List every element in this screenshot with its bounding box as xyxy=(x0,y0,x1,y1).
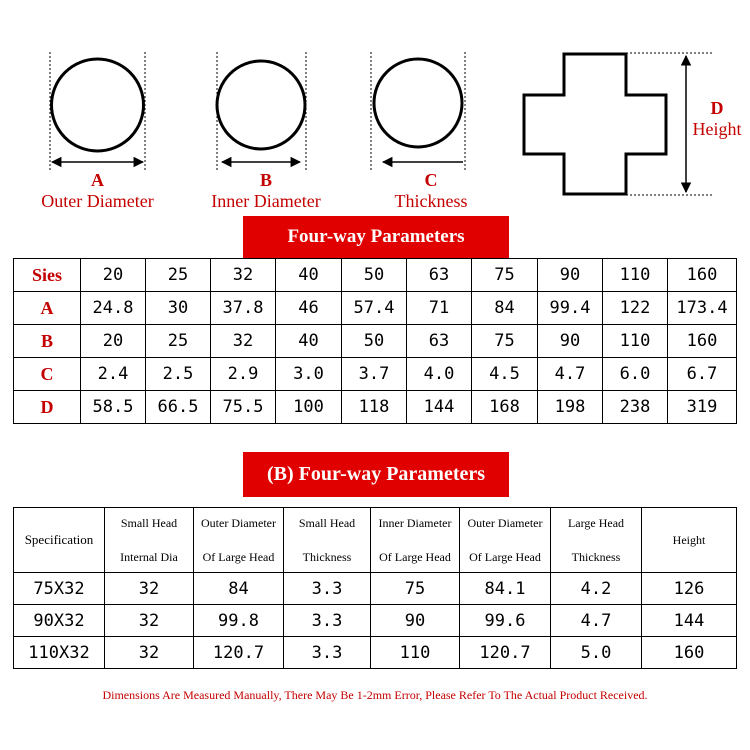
label-inner-diameter xyxy=(196,170,336,212)
value-cell: 238 xyxy=(603,391,668,424)
dimension-diagram xyxy=(0,0,750,215)
row-header-a: A xyxy=(14,292,81,325)
label-height xyxy=(684,98,750,140)
outer-diameter-figure xyxy=(50,52,145,170)
value-cell: 75.5 xyxy=(211,391,276,424)
value-cell: 58.5 xyxy=(81,391,146,424)
value-cell: 63 xyxy=(407,325,472,358)
value-cell: 40 xyxy=(276,325,342,358)
row-header-sies: Sies xyxy=(14,259,81,292)
value-cell: 99.8 xyxy=(194,605,284,637)
value-cell: 2.4 xyxy=(81,358,146,391)
header-label-line2: Of Large Head xyxy=(469,550,541,564)
value-cell: 120.7 xyxy=(460,637,551,669)
header-specification xyxy=(14,508,105,573)
value-cell: 168 xyxy=(472,391,538,424)
value-cell: 198 xyxy=(538,391,603,424)
value-cell: 120.7 xyxy=(194,637,284,669)
header-label-line1: Inner Diameter xyxy=(378,516,452,530)
header-large-head-thickness xyxy=(551,508,642,573)
size-cell: 40 xyxy=(276,259,342,292)
value-cell: 3.3 xyxy=(284,573,371,605)
header-height-label: Height xyxy=(672,533,706,547)
value-cell: 160 xyxy=(642,637,737,669)
value-cell: 110 xyxy=(603,325,668,358)
size-cell: 50 xyxy=(342,259,407,292)
table-row xyxy=(14,637,737,669)
table-row xyxy=(14,325,737,358)
value-cell: 118 xyxy=(342,391,407,424)
label-d-letter: D xyxy=(710,98,724,118)
value-cell: 100 xyxy=(276,391,342,424)
value-cell: 24.8 xyxy=(81,292,146,325)
table-row xyxy=(14,358,737,391)
table-header-row xyxy=(14,508,737,573)
value-cell: 32 xyxy=(105,573,194,605)
value-cell: 160 xyxy=(668,325,737,358)
header-label-line1: Outer Diameter xyxy=(467,516,543,530)
header-outer-diameter-large-head-2 xyxy=(460,508,551,573)
size-cell: 75 xyxy=(472,259,538,292)
size-cell: 63 xyxy=(407,259,472,292)
label-a-name: Outer Diameter xyxy=(41,191,154,211)
row-header-d: D xyxy=(14,391,81,424)
value-cell: 3.3 xyxy=(284,637,371,669)
value-cell: 66.5 xyxy=(146,391,211,424)
value-cell: 173.4 xyxy=(668,292,737,325)
row-header-b: B xyxy=(14,325,81,358)
size-cell: 32 xyxy=(211,259,276,292)
value-cell: 20 xyxy=(81,325,146,358)
value-cell: 32 xyxy=(105,605,194,637)
value-cell: 32 xyxy=(211,325,276,358)
value-cell: 84.1 xyxy=(460,573,551,605)
value-cell: 144 xyxy=(407,391,472,424)
label-outer-diameter xyxy=(30,170,165,212)
header-label-line1: Small Head xyxy=(298,516,356,530)
table-row xyxy=(14,391,737,424)
value-cell: 71 xyxy=(407,292,472,325)
size-cell: 110 xyxy=(603,259,668,292)
value-cell: 50 xyxy=(342,325,407,358)
label-d-name: Height xyxy=(692,119,742,139)
value-cell: 5.0 xyxy=(551,637,642,669)
value-cell: 32 xyxy=(105,637,194,669)
measurement-disclaimer: Dimensions Are Measured Manually, There May Be 1-2mm Error, Please Refer To The Actual Product Received. xyxy=(102,688,648,702)
value-cell: 4.7 xyxy=(538,358,603,391)
value-cell: 319 xyxy=(668,391,737,424)
value-cell: 126 xyxy=(642,573,737,605)
value-cell: 6.7 xyxy=(668,358,737,391)
header-label-line2: Internal Dia xyxy=(120,550,178,564)
value-cell: 99.4 xyxy=(538,292,603,325)
size-cell: 20 xyxy=(81,259,146,292)
value-cell: 75 xyxy=(371,573,460,605)
value-cell: 90 xyxy=(371,605,460,637)
b-four-way-parameters-banner: (B) Four-way Parameters xyxy=(243,452,509,497)
value-cell: 99.6 xyxy=(460,605,551,637)
value-cell: 46 xyxy=(276,292,342,325)
header-label-line2: Of Large Head xyxy=(379,550,451,564)
spec-cell: 75X32 xyxy=(14,573,105,605)
label-c-letter: C xyxy=(424,170,438,190)
four-way-parameters-banner: Four-way Parameters xyxy=(243,216,509,258)
value-cell: 2.9 xyxy=(211,358,276,391)
value-cell: 144 xyxy=(642,605,737,637)
label-b-letter: B xyxy=(259,170,272,190)
header-label-line2: Thickness xyxy=(302,550,352,564)
header-specification-label: Specification xyxy=(24,532,94,547)
value-cell: 90 xyxy=(538,325,603,358)
value-cell: 57.4 xyxy=(342,292,407,325)
value-cell: 25 xyxy=(146,325,211,358)
value-cell: 122 xyxy=(603,292,668,325)
inner-diameter-figure xyxy=(217,52,306,170)
header-label-line1: Large Head xyxy=(567,516,625,530)
table-row xyxy=(14,259,737,292)
spec-cell: 90X32 xyxy=(14,605,105,637)
label-c-name: Thickness xyxy=(394,191,468,211)
row-header-c: C xyxy=(14,358,81,391)
four-way-parameters-table xyxy=(13,258,737,424)
value-cell: 4.7 xyxy=(551,605,642,637)
b-four-way-parameters-table xyxy=(13,507,737,669)
size-cell: 160 xyxy=(668,259,737,292)
header-label-line2: Of Large Head xyxy=(202,550,275,564)
header-inner-diameter-large-head xyxy=(371,508,460,573)
value-cell: 75 xyxy=(472,325,538,358)
table-row xyxy=(14,573,737,605)
header-height xyxy=(642,508,737,573)
value-cell: 84 xyxy=(472,292,538,325)
label-b-name: Inner Diameter xyxy=(211,191,321,211)
size-cell: 90 xyxy=(538,259,603,292)
value-cell: 3.3 xyxy=(284,605,371,637)
table-row xyxy=(14,292,737,325)
value-cell: 6.0 xyxy=(603,358,668,391)
thickness-figure xyxy=(371,52,465,170)
value-cell: 2.5 xyxy=(146,358,211,391)
header-label-line1: Outer Diameter xyxy=(201,516,276,530)
header-label-line1: Small Head xyxy=(120,516,178,530)
value-cell: 3.0 xyxy=(276,358,342,391)
value-cell: 84 xyxy=(194,573,284,605)
header-outer-diameter-large-head xyxy=(194,508,284,573)
value-cell: 4.5 xyxy=(472,358,538,391)
value-cell: 30 xyxy=(146,292,211,325)
value-cell: 3.7 xyxy=(342,358,407,391)
header-small-head-thickness xyxy=(284,508,371,573)
value-cell: 4.0 xyxy=(407,358,472,391)
value-cell: 110 xyxy=(371,637,460,669)
label-thickness xyxy=(376,170,486,212)
value-cell: 37.8 xyxy=(211,292,276,325)
size-cell: 25 xyxy=(146,259,211,292)
header-small-head-internal-dia xyxy=(105,508,194,573)
header-label-line2: Thickness xyxy=(571,550,621,564)
label-a-letter: A xyxy=(91,170,104,190)
value-cell: 4.2 xyxy=(551,573,642,605)
spec-cell: 110X32 xyxy=(14,637,105,669)
table-row xyxy=(14,605,737,637)
